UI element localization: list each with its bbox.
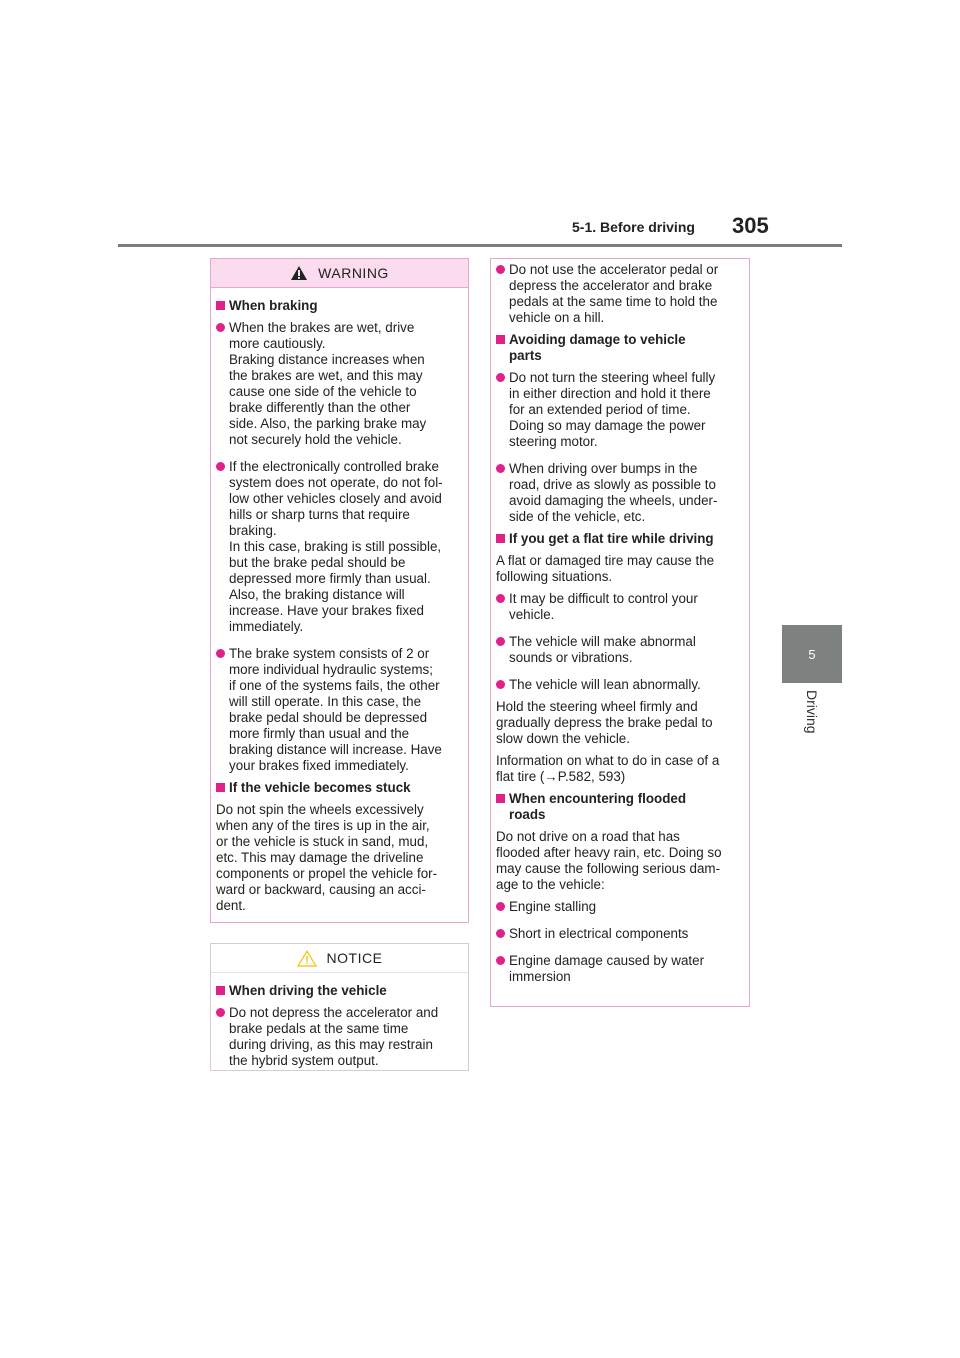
circle-bullet-icon (496, 594, 505, 603)
circle-bullet-icon (216, 323, 225, 332)
circle-bullet-icon (496, 929, 505, 938)
list-item: Do not use the accelerator pedal or depress the accelerator and brake pedals at the same time to hold the vehicle on a hill. (496, 262, 743, 326)
heading-when-braking: When braking (216, 298, 462, 314)
square-bullet-icon (496, 534, 505, 543)
square-bullet-icon (216, 783, 225, 792)
warning-header (211, 259, 468, 288)
list-item: Do not turn the steering wheel fully in either direction and hold it there for an extended period of time. Doing so may damage the power steering motor. (496, 370, 743, 450)
circle-bullet-icon (216, 1008, 225, 1017)
square-bullet-icon (496, 794, 505, 803)
heading-flooded-roads: When encountering flooded roads (496, 791, 743, 823)
flat-tire-intro: A flat or damaged tire may cause the following situations. (496, 553, 715, 584)
list-item: It may be difficult to control your vehicle. (496, 591, 743, 623)
stuck-text: Do not spin the wheels excessively when any of the tires is up in the air, or the vehicle is stuck in sand, mud, etc. This may damage the driveline components or propel the vehicle for- ward or backward, causing an acci- dent. (216, 802, 438, 913)
list-item: When the brakes are wet, drive more cautiously. Braking distance increases when the brakes are wet, and this may cause one side of the vehicle to brake differently than the other side. Also, the parking brake may not securely hold the vehicle. (216, 320, 462, 448)
heading-flat-tire: If you get a flat tire while driving (496, 531, 743, 547)
circle-bullet-icon (496, 680, 505, 689)
circle-bullet-icon (496, 265, 505, 274)
warning-box (210, 258, 469, 923)
notice-box (210, 943, 469, 1071)
flat-tire-instructions: Hold the steering wheel firmly and gradually depress the brake pedal to slow down the vehicle. (496, 699, 713, 746)
flat-tire-reference[interactable]: Information on what to do in case of a flat tire (→P.582, 593) (496, 753, 720, 784)
flooded-intro: Do not drive on a road that has flooded after heavy rain, etc. Doing so may cause the following serious dam- age to the vehicle: (496, 829, 722, 892)
chapter-tab[interactable] (782, 625, 842, 683)
circle-bullet-icon (496, 464, 505, 473)
list-item: The vehicle will lean abnormally. (496, 677, 743, 693)
list-item: Engine damage caused by water immersion (496, 953, 743, 985)
warning-box-continued (490, 258, 750, 1007)
chapter-name: Driving (804, 690, 820, 734)
square-bullet-icon (216, 301, 225, 310)
circle-bullet-icon (496, 956, 505, 965)
page-number: 305 (732, 213, 769, 238)
list-item: The vehicle will make abnormal sounds or vibrations. (496, 634, 743, 666)
caution-triangle-icon (297, 950, 317, 967)
square-bullet-icon (496, 335, 505, 344)
circle-bullet-icon (216, 649, 225, 658)
circle-bullet-icon (496, 637, 505, 646)
header-divider (118, 244, 842, 247)
list-item: When driving over bumps in the road, drive as slowly as possible to avoid damaging the wheels, under- side of the vehicle, etc. (496, 461, 743, 525)
square-bullet-icon (216, 986, 225, 995)
circle-bullet-icon (216, 462, 225, 471)
heading-when-driving: When driving the vehicle (216, 983, 462, 999)
list-item: Short in electrical components (496, 926, 743, 942)
heading-vehicle-stuck: If the vehicle becomes stuck (216, 780, 462, 796)
circle-bullet-icon (496, 373, 505, 382)
warning-triangle-icon (290, 265, 308, 281)
section-title: 5-1. Before driving (572, 219, 695, 235)
list-item: The brake system consists of 2 or more individual hydraulic systems; if one of the systems fails, the other will still operate. In this case, the brake pedal should be depressed more firmly than usual and the braking distance will increase. Have your brakes fixed immediately. (216, 646, 462, 774)
list-item: Do not depress the accelerator and brake pedals at the same time during driving, as this may restrain the hybrid system output. (216, 1005, 462, 1069)
list-item: If the electronically controlled brake system does not operate, do not fol- low other vehicles closely and avoid hills or sharp turns that require braking. In this case, braking is still possible, but the brake pedal should be depressed more firmly than usual. Also, the braking distance will increase. Have your brakes fixed immediately. (216, 459, 462, 635)
circle-bullet-icon (496, 902, 505, 911)
warning-title: WARNING (318, 265, 389, 281)
notice-title: NOTICE (326, 950, 383, 966)
list-item: Engine stalling (496, 899, 743, 915)
heading-avoiding-damage: Avoiding damage to vehicle parts (496, 332, 743, 364)
chapter-number: 5 (808, 646, 816, 662)
notice-header (211, 944, 468, 973)
